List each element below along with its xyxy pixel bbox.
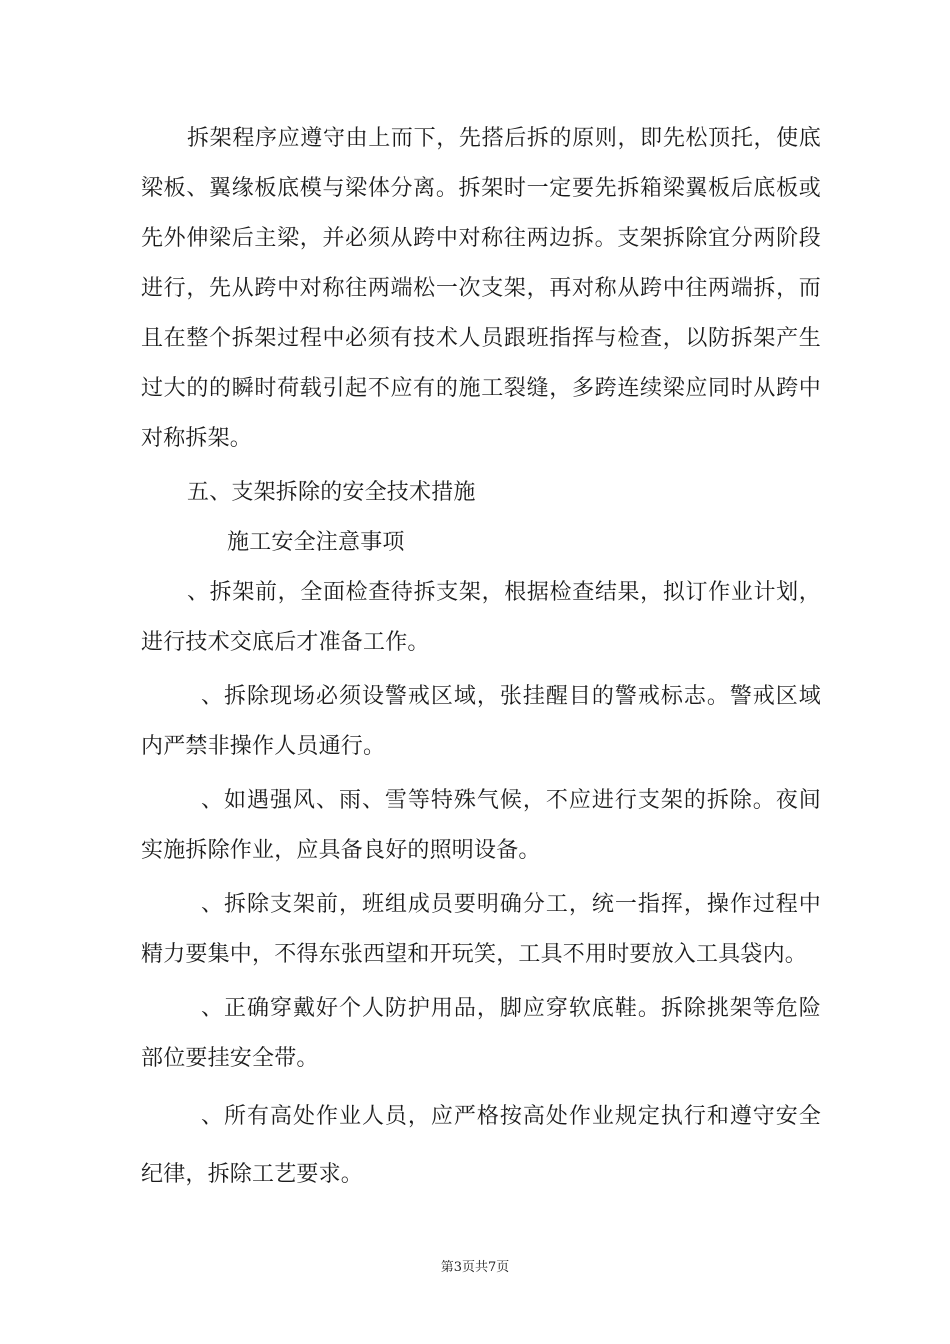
intro-paragraph: 拆架程序应遵守由上而下，先搭后拆的原则，即先松顶托，使底梁板、翼缘板底模与梁体分离。拆架时一定要先拆箱梁翼板后底板或先外伸梁后主梁，并必须从跨中对称往两边拆。支架拆除宜分两阶段进行，先从跨中对称往两端松一次支架，再对称从跨中往两端拆，而且在整个拆架过程中必须有技术人员跟班指挥与检查，以防拆架产生过大的的瞬时荷载引起不应有的施工裂缝，多跨连续梁应同时从跨中对称拆架。 bbox=[141, 126, 821, 451]
section-heading: 五、支架拆除的安全技术措施 bbox=[187, 480, 476, 505]
list-item: 、如遇强风、雨、雪等特殊气候，不应进行支架的拆除。夜间实施拆除作业，应具备良好的照明设备。 bbox=[141, 788, 821, 863]
list-item: 、拆架前，全面检查待拆支架，根据检查结果，拟订作业计划，进行技术交底后才准备工作。 bbox=[141, 580, 821, 655]
sub-heading: 施工安全注意事项 bbox=[227, 530, 405, 555]
document-body bbox=[141, 114, 821, 1204]
list-item: 、拆除支架前，班组成员要明确分工，统一指挥，操作过程中精力要集中，不得东张西望和开玩笑，工具不用时要放入工具袋内。 bbox=[141, 892, 821, 967]
list-item: 、所有高处作业人员，应严格按高处作业规定执行和遵守安全纪律，拆除工艺要求。 bbox=[141, 1104, 821, 1187]
list-item: 、正确穿戴好个人防护用品，脚应穿软底鞋。拆除挑架等危险部位要挂安全带。 bbox=[141, 996, 821, 1071]
page-number: 第3页共7页 bbox=[440, 1260, 510, 1275]
list-item: 、拆除现场必须设警戒区域，张挂醒目的警戒标志。警戒区域内严禁非操作人员通行。 bbox=[141, 684, 821, 759]
